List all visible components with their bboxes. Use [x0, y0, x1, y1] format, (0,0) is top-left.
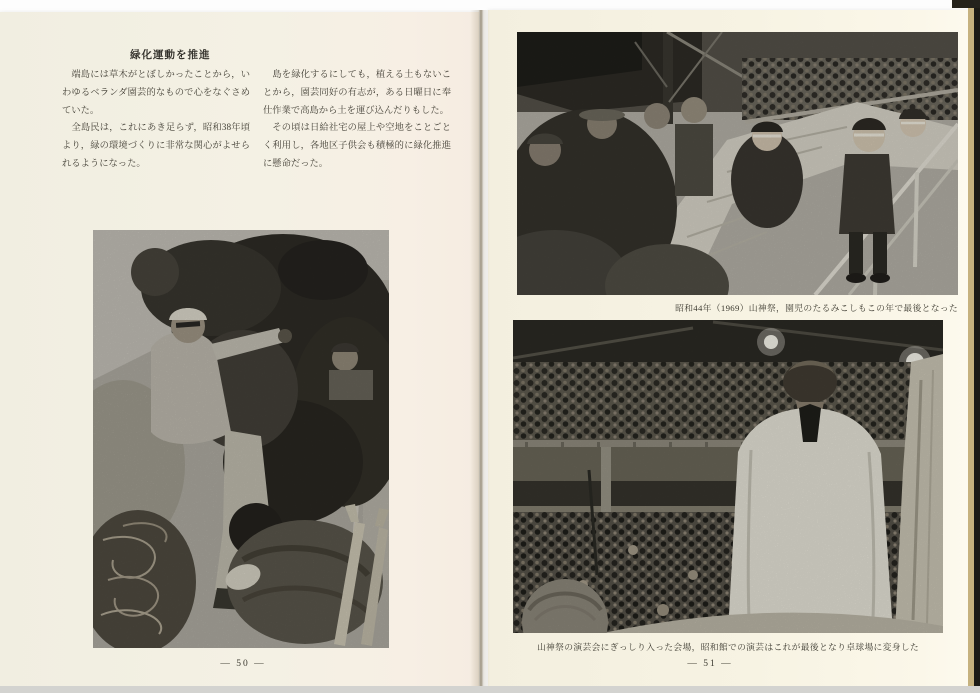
- paragraph: その頃は日給社宅の屋上や空地をことごとく利用し，各地区子供会も積極的に緑化推進に懸命だった。: [263, 123, 451, 169]
- paragraph: 全島民は，これにあき足らず，昭和38年頃より，緑の環境づくりに非常な関心がよせられるようになった。: [62, 123, 250, 169]
- book-gutter-shadow: [470, 10, 490, 688]
- page-number-right: — 51 —: [687, 659, 733, 669]
- text-column-2: [263, 67, 451, 174]
- section-heading: 緑化運動を推進: [130, 50, 211, 61]
- book-corner-dark: [952, 0, 980, 8]
- paragraph: 島を緑化するにしても，植える土もないことから，園芸同好の有志が，ある日曜日に奉仕作業で高島から土を運び込んだりもした。: [263, 70, 451, 116]
- book-edge-dark: [974, 0, 980, 693]
- photo-theater-crowd: [513, 320, 943, 633]
- page-number-left: — 50 —: [220, 659, 266, 669]
- photo-caption-top: 昭和44年（1969）山神祭，園児のたるみこしもこの年で最後となった: [675, 303, 958, 313]
- text-column-1: [62, 67, 250, 174]
- photo-tree-planting: [93, 230, 389, 648]
- photo-caption-bottom: 山神祭の演芸会にぎっしり入った会場，昭和館での演芸はこれが最後となり卓球場に変身した: [536, 642, 920, 652]
- photo-yamagami-festival-stairs: [517, 32, 958, 295]
- scan-bottom-strip: [0, 686, 980, 693]
- paragraph: 端島には草木がとぼしかったことから，いわゆるベランダ園芸的なもので心をなぐさめていた。: [62, 70, 250, 116]
